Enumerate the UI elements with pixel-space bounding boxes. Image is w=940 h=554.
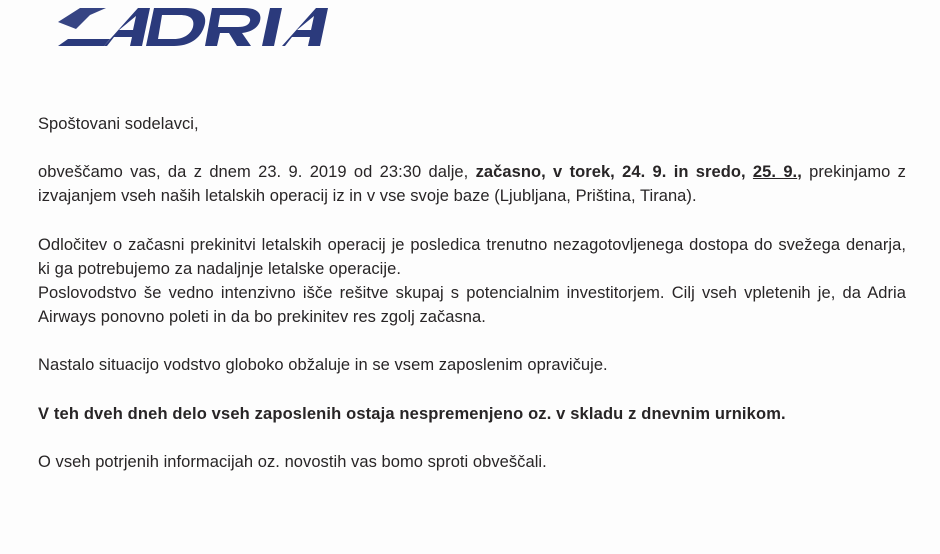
paragraph-management: Poslovodstvo še vedno intenzivno išče rešitve skupaj s potencialnim investitorjem. Cilj vseh vpletenih je, da Adria Airways ponovno poleti in da bo prekinitev res zgolj začasna.: [38, 284, 906, 327]
notice-bold-underlined-date: 25. 9.: [752, 163, 798, 182]
paragraph-suspension-notice: [38, 160, 906, 208]
paragraph-apology: Nastalo situacijo vodstvo globoko obžaluje in se vsem zaposlenim opravičuje.: [38, 356, 608, 375]
notice-text-part-2: prekinjamo z izvajanjem vseh naših letalskih operacij iz in v vse svoje baze (Ljubljana, Priština, Tirana).: [38, 163, 906, 206]
paragraph-work-unchanged: V teh dveh dneh delo vseh zaposlenih ostaja nespremenjeno oz. v skladu z dnevnim urnikom.: [38, 404, 786, 423]
adria-logo: [46, 2, 346, 58]
adria-wordmark-icon: [46, 2, 346, 58]
paragraph-updates: O vseh potrjenih informacijah oz. novostih vas bomo sproti obveščali.: [38, 452, 547, 471]
notice-bold-comma: ,: [797, 163, 802, 182]
greeting-line: Spoštovani sodelavci,: [38, 115, 199, 133]
letter-body: [38, 112, 906, 474]
notice-bold-dates-lead: začasno, v torek, 24. 9. in sredo,: [475, 163, 753, 182]
notice-text-part-1: obveščamo vas, da z dnem 23. 9. 2019 od 23:30 dalje,: [38, 163, 476, 182]
paragraph-reason: Odločitev o začasni prekinitvi letalskih operacij je posledica trenutno nezagotovljenega dostopa do svežega denarja, ki ga potrebujemo za nadaljnje letalske operacije.: [38, 235, 906, 278]
